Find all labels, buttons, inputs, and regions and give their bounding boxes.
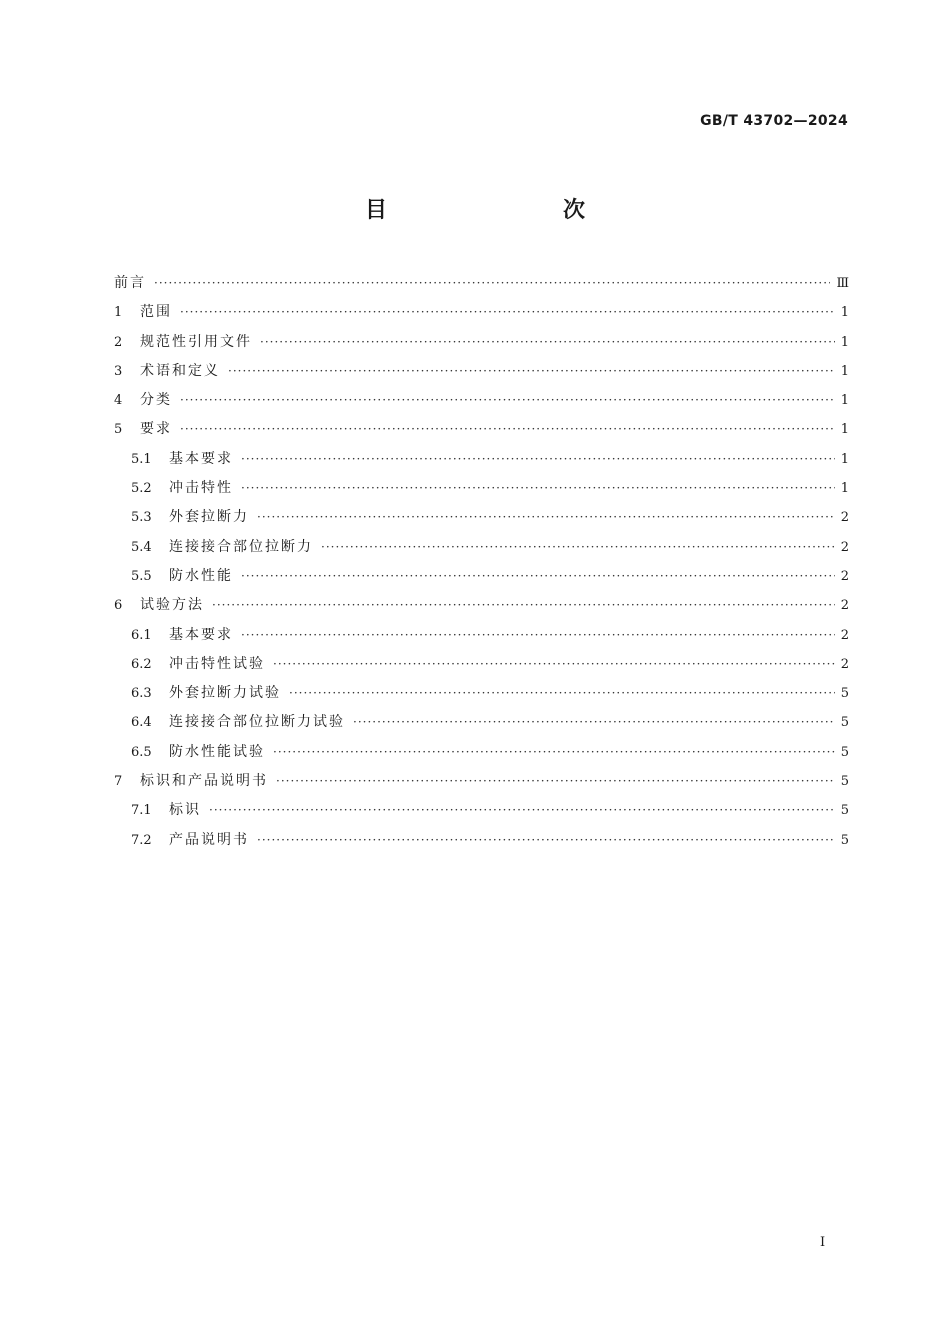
toc-entry-number: 6.1: [131, 627, 152, 643]
toc-entry-label: 前言: [114, 275, 146, 291]
dot-leader: [353, 708, 835, 737]
toc-entry-label: 连接接合部位拉断力: [169, 538, 313, 555]
dot-leader: [180, 298, 835, 327]
toc-entry-number: 7.2: [131, 832, 152, 848]
toc-entry-page: Ⅲ: [836, 276, 849, 291]
dot-leader: [180, 386, 835, 415]
dot-leader: [260, 328, 835, 357]
toc-entry-number: 6.5: [131, 744, 152, 760]
toc-entry-label: 基本要求: [169, 450, 233, 467]
toc-entry-number: 6.3: [131, 686, 152, 702]
toc-entry[interactable]: [114, 562, 849, 591]
toc-entry[interactable]: [114, 357, 849, 386]
dot-leader: [212, 591, 835, 620]
toc-entry-label: 规范性引用文件: [140, 333, 252, 350]
toc-entry-number: 2: [114, 334, 123, 350]
toc-entry-page: 5: [840, 744, 849, 760]
toc-entry[interactable]: [114, 826, 849, 855]
dot-leader: [180, 415, 835, 444]
toc-entry-number: 6.4: [131, 715, 152, 731]
toc-entry-page: 5: [840, 715, 849, 731]
page-title: 目 次: [364, 198, 629, 223]
dot-leader: [241, 474, 835, 503]
dot-leader: [321, 533, 835, 562]
toc-entry[interactable]: [114, 679, 849, 708]
toc-entry-label: 基本要求: [169, 626, 233, 643]
toc-entry-number: 4: [114, 393, 123, 409]
toc-entry[interactable]: [114, 415, 849, 444]
toc-entry-page: 1: [840, 363, 849, 379]
dot-leader: [241, 445, 835, 474]
dot-leader: [154, 269, 830, 298]
toc-entry[interactable]: [114, 767, 849, 796]
toc-entry-page: 1: [840, 305, 849, 321]
dot-leader: [228, 357, 835, 386]
toc-entry-number: 5: [114, 422, 123, 438]
toc-entry-page: 1: [840, 481, 849, 497]
page-number: I: [820, 1235, 826, 1250]
dot-leader: [257, 503, 835, 532]
dot-leader: [289, 679, 835, 708]
toc-entry-number: 5.3: [131, 510, 152, 526]
toc-entry[interactable]: [114, 621, 849, 650]
toc-entry[interactable]: [114, 796, 849, 825]
toc-entry-label: 范围: [140, 304, 172, 321]
dot-leader: [209, 796, 835, 825]
toc-entry[interactable]: [114, 708, 849, 737]
toc-entry[interactable]: [114, 474, 849, 503]
toc-entry-label: 产品说明书: [169, 831, 249, 848]
toc-entry-page: 5: [840, 803, 849, 819]
toc-entry-label: 冲击特性: [169, 480, 233, 497]
toc-entry[interactable]: [114, 386, 849, 415]
toc-entry-label: 外套拉断力试验: [169, 685, 281, 702]
toc-entry-page: 2: [840, 539, 849, 555]
toc-entry-page: 5: [840, 686, 849, 702]
toc-entry-page: 1: [840, 422, 849, 438]
toc-entry[interactable]: [114, 445, 849, 474]
dot-leader: [257, 826, 835, 855]
toc-entry-label: 外套拉断力: [169, 509, 249, 526]
toc-entry-page: 2: [840, 627, 849, 643]
standard-code: GB/T 43702—2024: [700, 113, 848, 129]
toc-entry-number: 7.1: [131, 803, 152, 819]
dot-leader: [273, 738, 835, 767]
toc-entry-number: 3: [114, 363, 123, 379]
toc-entry-label: 标识和产品说明书: [140, 773, 268, 790]
toc-entry[interactable]: [114, 328, 849, 357]
toc-entry-page: 1: [840, 451, 849, 467]
toc-entry[interactable]: [114, 591, 849, 620]
toc-entry-page: 5: [840, 774, 849, 790]
toc-entry-number: 5.2: [131, 481, 152, 497]
toc-entry-label: 分类: [140, 392, 172, 409]
toc-entry-label: 防水性能试验: [169, 743, 265, 760]
toc-entry-page: 2: [840, 598, 849, 614]
dot-leader: [273, 650, 835, 679]
toc-entry-label: 连接接合部位拉断力试验: [169, 714, 345, 731]
toc-entry-label: 防水性能: [169, 567, 233, 584]
toc-entry-number: 5.1: [131, 451, 152, 467]
toc-entry-number: 5.4: [131, 539, 152, 555]
toc-entry-label: 冲击特性试验: [169, 655, 265, 672]
toc-entry-label: 试验方法: [140, 597, 204, 614]
dot-leader: [241, 621, 835, 650]
toc-entry-number: 6: [114, 598, 123, 614]
toc-entry-page: 1: [840, 393, 849, 409]
toc-entry-label: 要求: [140, 421, 172, 438]
toc-entry[interactable]: [114, 269, 849, 298]
dot-leader: [241, 562, 835, 591]
toc-entry[interactable]: [114, 533, 849, 562]
toc-entry[interactable]: [114, 738, 849, 767]
toc-entry-page: 2: [840, 656, 849, 672]
toc-entry[interactable]: [114, 503, 849, 532]
toc-entry-page: 1: [840, 334, 849, 350]
toc-entry-number: 6.2: [131, 656, 152, 672]
toc-entry-label: 术语和定义: [140, 362, 220, 379]
dot-leader: [276, 767, 835, 796]
toc-entry-label: 标识: [169, 802, 201, 819]
toc-entry-number: 7: [114, 774, 123, 790]
table-of-contents: [114, 269, 849, 855]
toc-entry[interactable]: [114, 650, 849, 679]
toc-entry-page: 5: [840, 832, 849, 848]
toc-entry-page: 2: [840, 510, 849, 526]
toc-entry[interactable]: [114, 298, 849, 327]
toc-entry-number: 1: [114, 305, 123, 321]
toc-entry-page: 2: [840, 568, 849, 584]
toc-entry-number: 5.5: [131, 568, 152, 584]
